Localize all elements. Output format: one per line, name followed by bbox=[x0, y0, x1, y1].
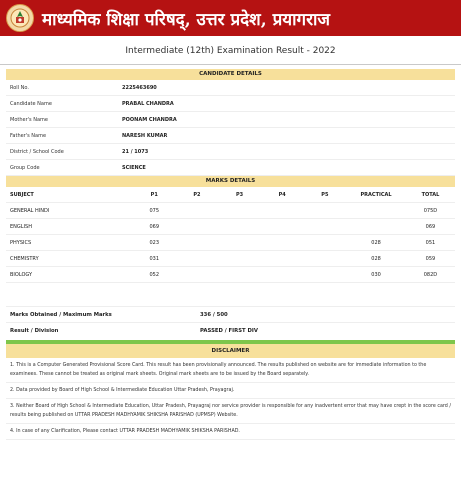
marks-cell-p2 bbox=[176, 203, 219, 219]
marks-table bbox=[6, 187, 455, 283]
marks-cell-p3 bbox=[218, 267, 261, 283]
marks-row bbox=[6, 251, 455, 267]
marks-row bbox=[6, 267, 455, 283]
candidate-field-label: Mother's Name bbox=[10, 116, 48, 123]
marks-row bbox=[6, 235, 455, 251]
candidate-row bbox=[6, 112, 455, 128]
marks-cell-p2 bbox=[176, 251, 219, 267]
page-header bbox=[0, 0, 461, 36]
marks-column-header: TOTAL bbox=[406, 187, 455, 203]
marks-cell-p4 bbox=[261, 219, 304, 235]
candidate-row bbox=[6, 128, 455, 144]
marks-cell-subject: CHEMISTRY bbox=[6, 251, 133, 267]
marks-cell-p5 bbox=[304, 267, 347, 283]
marks-cell-subject: BIOLOGY bbox=[6, 267, 133, 283]
marks-cell-practical: 030 bbox=[346, 267, 406, 283]
candidate-field-value: SCIENCE bbox=[122, 164, 146, 171]
marks-cell-p4 bbox=[261, 203, 304, 219]
marks-details-heading: MARKS DETAILS bbox=[6, 176, 455, 187]
marks-cell-subject: PHYSICS bbox=[6, 235, 133, 251]
disclaimer-heading: DISCLAIMER bbox=[6, 344, 455, 358]
marks-obtained-row bbox=[6, 306, 455, 322]
marks-cell-p1: 052 bbox=[133, 267, 176, 283]
marks-cell-p1: 075 bbox=[133, 203, 176, 219]
marks-column-header: SUBJECT bbox=[6, 187, 133, 203]
marks-cell-p5 bbox=[304, 203, 347, 219]
marks-cell-p4 bbox=[261, 235, 304, 251]
marks-cell-total: 069 bbox=[406, 219, 455, 235]
marks-cell-p2 bbox=[176, 219, 219, 235]
division-row bbox=[6, 322, 455, 338]
marks-cell-p3 bbox=[218, 235, 261, 251]
upmsp-emblem-icon bbox=[6, 4, 34, 32]
marks-obtained-value: 336 / 500 bbox=[200, 311, 228, 318]
marks-column-header: P4 bbox=[261, 187, 304, 203]
marks-obtained-label: Marks Obtained / Maximum Marks bbox=[10, 311, 112, 318]
marks-cell-p2 bbox=[176, 235, 219, 251]
candidate-row bbox=[6, 160, 455, 176]
exam-title: Intermediate (12th) Examination Result - 2022 bbox=[125, 46, 336, 56]
candidate-field-label: Candidate Name bbox=[10, 100, 52, 107]
candidate-details-heading: CANDIDATE DETAILS bbox=[6, 69, 455, 80]
disclaimer-item: 1. This is a Computer Generated Provisional Score Card. This result has been provisionally announced. The results published on website are for immediate information to the examinees. These cannot be treated as original mark sheets. Original mark sheets are to be issued by the Board separately. bbox=[6, 358, 455, 383]
marks-cell-practical bbox=[346, 219, 406, 235]
candidate-row bbox=[6, 96, 455, 112]
marks-cell-p1: 031 bbox=[133, 251, 176, 267]
candidate-field-label: Roll No. bbox=[10, 84, 29, 91]
marks-column-header: P3 bbox=[218, 187, 261, 203]
marks-cell-p4 bbox=[261, 251, 304, 267]
marks-row bbox=[6, 203, 455, 219]
marks-cell-total: 082D bbox=[406, 267, 455, 283]
marks-cell-p1: 023 bbox=[133, 235, 176, 251]
marks-row bbox=[6, 219, 455, 235]
candidate-field-value: NARESH KUMAR bbox=[122, 132, 168, 139]
marks-cell-practical bbox=[346, 203, 406, 219]
disclaimer-item: 3. Neither Board of High School & Intermediate Education, Uttar Pradesh, Prayagraj nor service provider is responsible for any inadvertent error that may have crept in the score card / results being published on UTTAR PRADESH MADHYAMIK SHIKSHA PARISHAD (UPMSP) Website. bbox=[6, 399, 455, 424]
marks-cell-p5 bbox=[304, 219, 347, 235]
candidate-field-value: 2225463690 bbox=[122, 84, 157, 91]
candidate-field-label: Father's Name bbox=[10, 132, 47, 139]
candidate-details bbox=[6, 80, 455, 176]
marks-cell-practical: 028 bbox=[346, 235, 406, 251]
result-card bbox=[0, 69, 461, 440]
disclaimer-list bbox=[6, 358, 455, 440]
marks-cell-p5 bbox=[304, 251, 347, 267]
marks-column-header: P2 bbox=[176, 187, 219, 203]
marks-column-header: P1 bbox=[133, 187, 176, 203]
marks-cell-p1: 069 bbox=[133, 219, 176, 235]
candidate-row bbox=[6, 144, 455, 160]
marks-cell-p3 bbox=[218, 203, 261, 219]
marks-column-header: PRACTICAL bbox=[346, 187, 406, 203]
candidate-field-label: District / School Code bbox=[10, 148, 64, 155]
division-value: PASSED / FIRST DIV bbox=[200, 327, 258, 334]
marks-cell-p3 bbox=[218, 219, 261, 235]
spacer bbox=[6, 283, 455, 306]
marks-cell-p3 bbox=[218, 251, 261, 267]
board-title: माध्यमिक शिक्षा परिषद्, उत्तर प्रदेश, प्रयागराज bbox=[42, 9, 331, 30]
marks-header-row bbox=[6, 187, 455, 203]
marks-body bbox=[6, 203, 455, 283]
marks-cell-total: 059 bbox=[406, 251, 455, 267]
marks-cell-p4 bbox=[261, 267, 304, 283]
candidate-field-label: Group Code bbox=[10, 164, 40, 171]
marks-cell-subject: ENGLISH bbox=[6, 219, 133, 235]
marks-cell-p2 bbox=[176, 267, 219, 283]
candidate-field-value: 21 / 1073 bbox=[122, 148, 149, 155]
marks-cell-total: 051 bbox=[406, 235, 455, 251]
marks-cell-practical: 028 bbox=[346, 251, 406, 267]
marks-column-header: P5 bbox=[304, 187, 347, 203]
marks-cell-subject: GENERAL HINDI bbox=[6, 203, 133, 219]
divider bbox=[0, 64, 461, 65]
marks-cell-total: 075D bbox=[406, 203, 455, 219]
candidate-row bbox=[6, 80, 455, 96]
division-label: Result / Division bbox=[10, 327, 59, 334]
disclaimer-item: 4. In case of any Clarification, Please contact UTTAR PRADESH MADHYAMIK SHIKSHA PARISHAD. bbox=[6, 424, 455, 440]
marks-cell-p5 bbox=[304, 235, 347, 251]
candidate-field-value: POONAM CHANDRA bbox=[122, 116, 177, 123]
candidate-field-value: PRABAL CHANDRA bbox=[122, 100, 174, 107]
disclaimer-item: 2. Data provided by Board of High School & Intermediate Education Uttar Pradesh, Prayagraj. bbox=[6, 383, 455, 399]
